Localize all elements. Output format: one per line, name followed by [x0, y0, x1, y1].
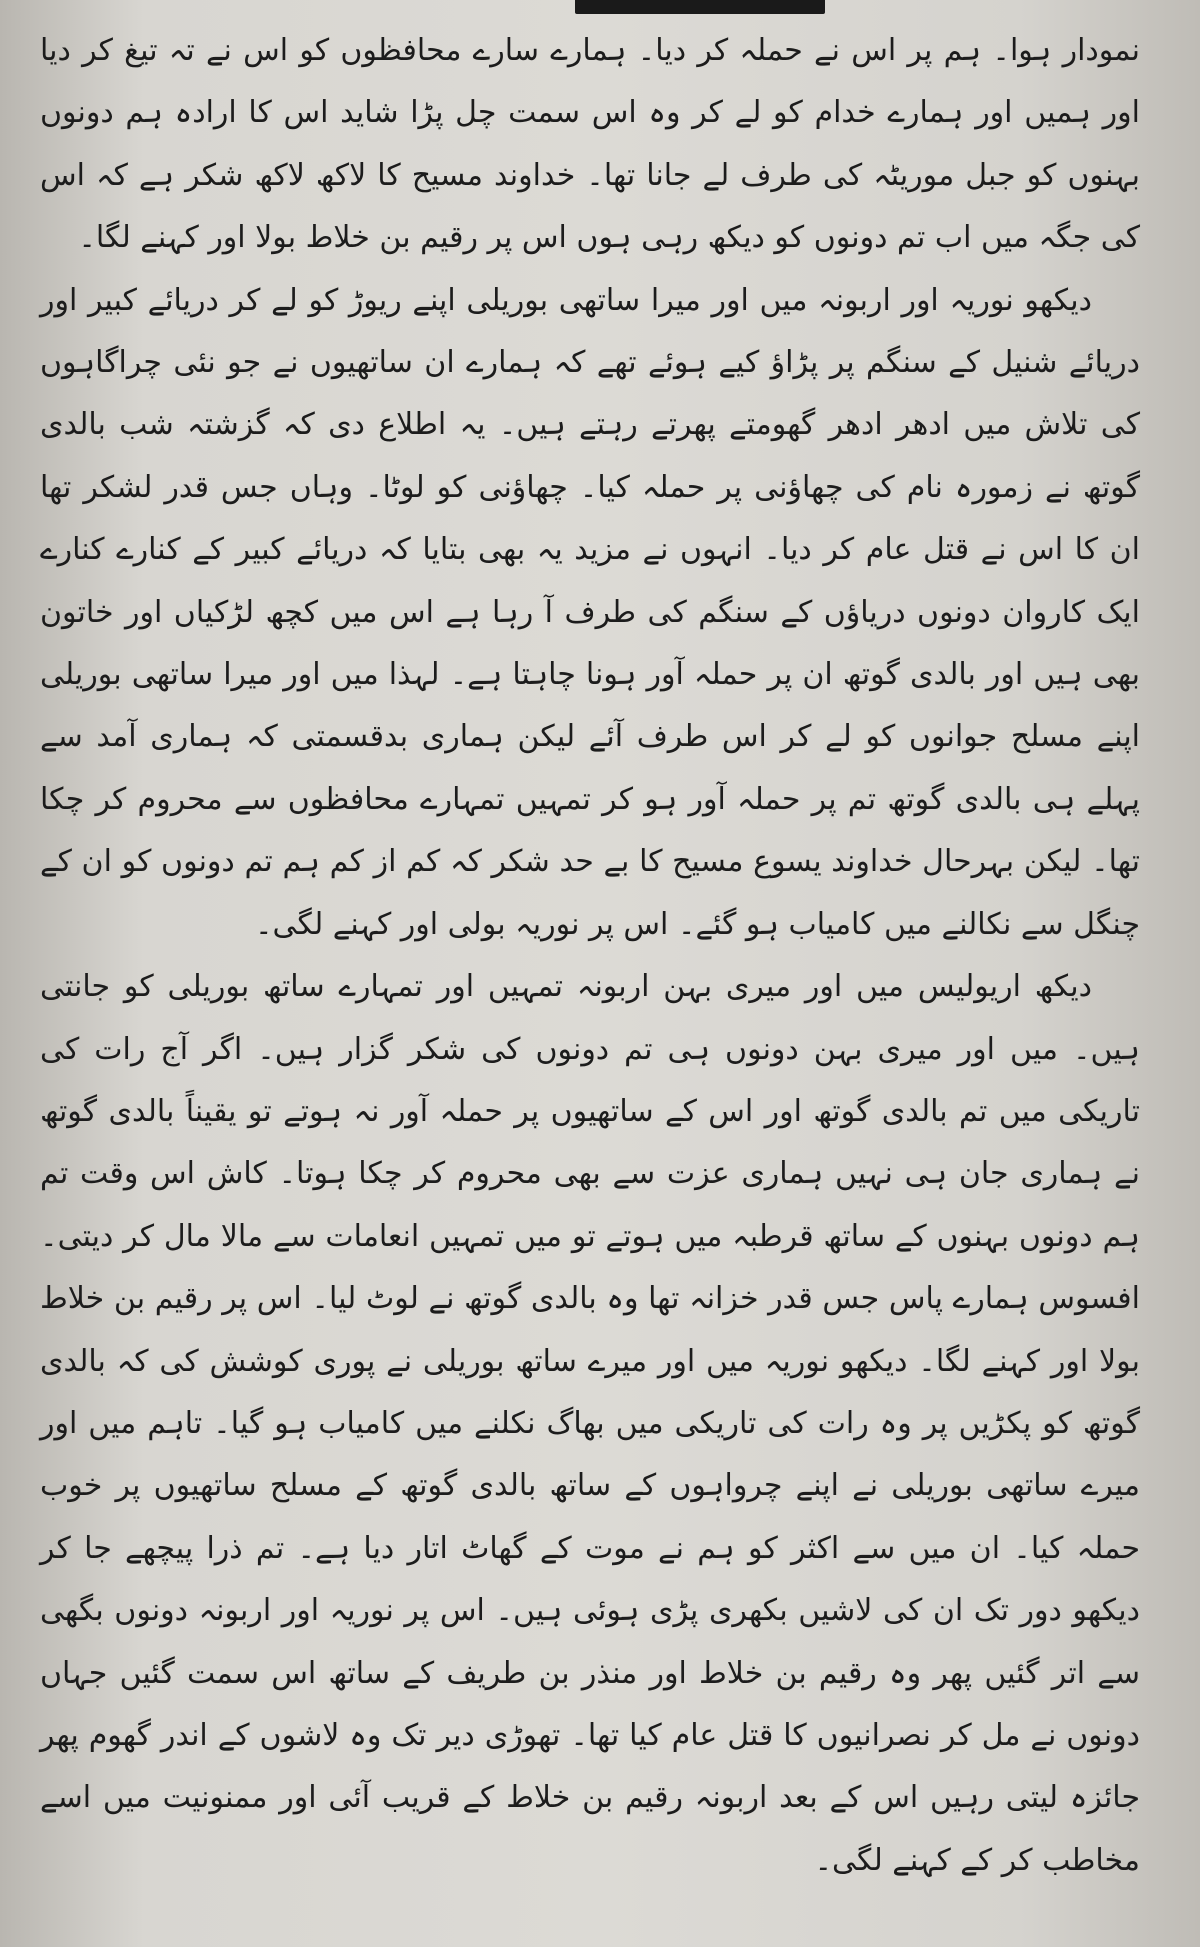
paragraph: نمودار ہوا۔ ہم پر اس نے حملہ کر دیا۔ ہمارے سارے محافظوں کو اس نے تہ تیغ کر دیا اور ہمیں اور ہمارے خدام کو لے کر وہ اس سمت چل پڑا شاید اس کا ارادہ ہم دونوں بہنوں کو جبل موریٹہ کی طرف لے جانا تھا۔ خداوند مسیح کا لاکھ لاکھ شکر ہے کہ اس کی جگہ میں اب تم دونوں کو دیکھ رہی ہوں اس پر رقیم بن خلاط بولا اور کہنے لگا۔: [40, 33, 1140, 256]
paragraph: دیکھ اریولیس میں اور میری بہن اربونہ تمہیں اور تمہارے ساتھ بوریلی کو جانتی ہیں۔ میں اور میری بہن دونوں ہی تم دونوں کی شکر گزار ہیں۔ اگر آج رات کی تاریکی میں تم بالدی گوتھ اور اس کے ساتھیوں پر حملہ آور نہ ہوتے تو یقیناً بالدی گوتھ نے ہماری جان ہی نہیں ہماری عزت سے بھی محروم کر چکا ہوتا۔ کاش اس وقت تم ہم دونوں بہنوں کے ساتھ قرطبہ میں ہوتے تو میں تمہیں انعامات سے مالا مال کر دیتی۔ افسوس ہمارے پاس جس قدر خزانہ تھا وہ بالدی گوتھ نے لوٹ لیا۔ اس پر رقیم بن خلاط بولا اور کہنے لگا۔ دیکھو نوریہ میں اور میرے ساتھ بوریلی نے پوری کوشش کی کہ بالدی گوتھ کو پکڑیں پر وہ رات کی تاریکی میں بھاگ نکلنے میں کامیاب ہو گیا۔ تاہم میں اور میرے ساتھی بوریلی نے اپنے چرواہوں کے ساتھ بالدی گوتھ کے مسلح ساتھیوں پر خوب حملہ کیا۔ ان میں سے اکثر کو ہم نے موت کے گھاٹ اتار دیا ہے۔ تم ذرا پیچھے جا کر دیکھو دور تک ان کی لاشیں بکھری پڑی ہوئی ہیں۔ اس پر نوریہ اور اربونہ دونوں بگھی سے اتر گئیں پھر وہ رقیم بن خلاط اور منذر بن طریف کے ساتھ اس سمت گئیں جہاں دونوں نے مل کر نصرانیوں کا قتل عام کیا تھا۔ تھوڑی دیر تک وہ لاشوں کے اندر گھوم پھر جائزہ لیتی رہیں اس کے بعد اربونہ رقیم بن خلاط کے قریب آئی اور ممنونیت میں اسے مخاطب کر کے کہنے لگی۔: [40, 969, 1140, 1878]
paragraph: دیکھو نوریہ اور اربونہ میں اور میرا ساتھی بوریلی اپنے ریوڑ کو لے کر دریائے کبیر اور دریائے شنیل کے سنگم پر پڑاؤ کیے ہوئے تھے کہ ہمارے ان ساتھیوں نے جو نئی چراگاہوں کی تلاش میں ادھر ادھر گھومتے پھرتے رہتے ہیں۔ یہ اطلاع دی کہ گزشتہ شب بالدی گوتھ نے زمورہ نام کی چھاؤنی پر حملہ کیا۔ چھاؤنی کو لوٹا۔ وہاں جس قدر لشکر تھا ان کا اس نے قتل عام کر دیا۔ انہوں نے مزید یہ بھی بتایا کہ دریائے کبیر کے کنارے کنارے ایک کاروان دونوں دریاؤں کے سنگم کی طرف آ رہا ہے اس میں کچھ لڑکیاں اور خاتون بھی ہیں اور بالدی گوتھ ان پر حملہ آور ہونا چاہتا ہے۔ لہذا میں اور میرا ساتھی بوریلی اپنے مسلح جوانوں کو لے کر اس طرف آئے لیکن ہماری بدقسمتی کہ ہماری آمد سے پہلے ہی بالدی گوتھ تم پر حملہ آور ہو کر تمہیں تمہارے محافظوں سے محروم کر چکا تھا۔ لیکن بہرحال خداوند یسوع مسیح کا بے حد شکر کہ کم از کم ہم تم دونوں کو ان کے چنگل سے نکالنے میں کامیاب ہو گئے۔ اس پر نوریہ بولی اور کہنے لگی۔: [40, 282, 1140, 942]
page-text: [40, 20, 1140, 1892]
header-rule: [575, 0, 825, 14]
